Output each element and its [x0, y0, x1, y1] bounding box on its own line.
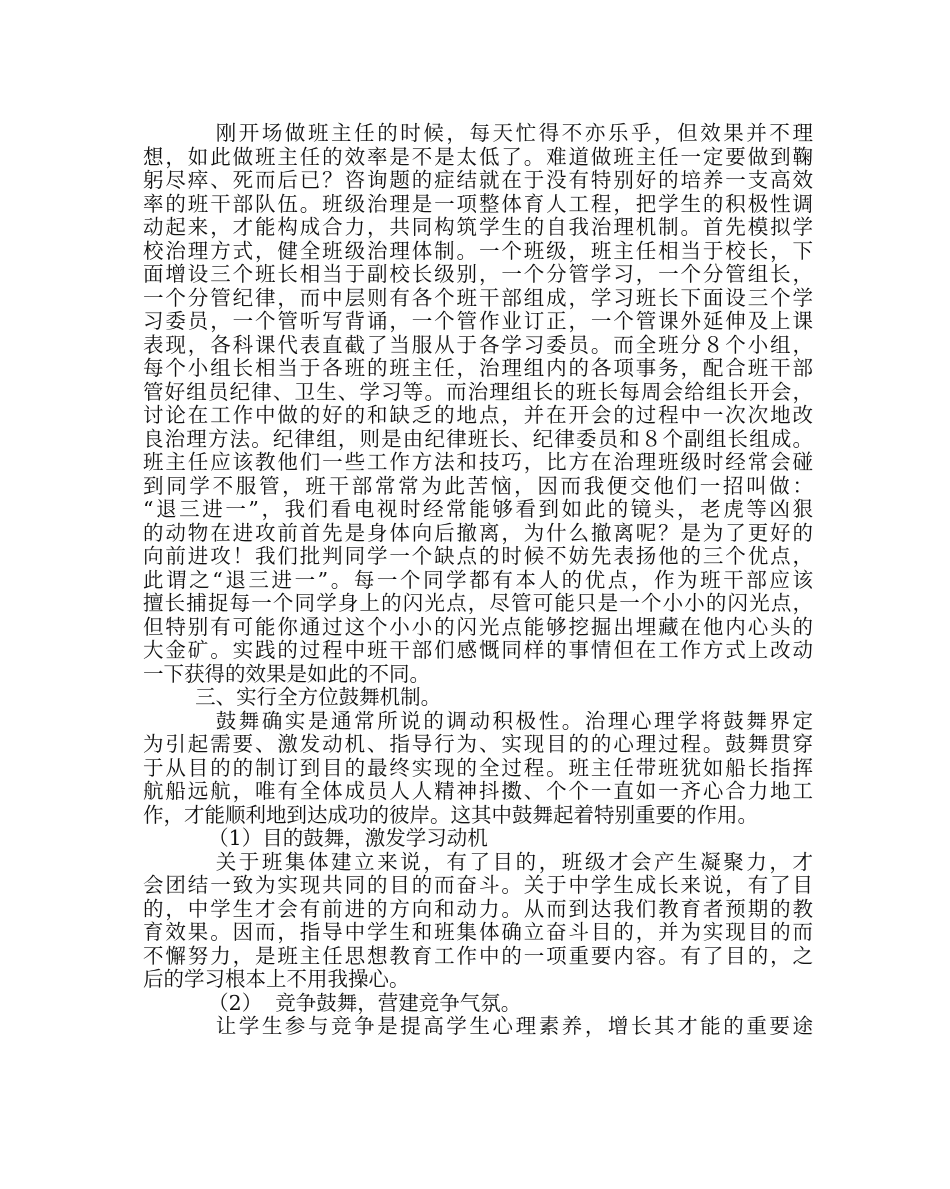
document-body [143, 122, 813, 1039]
text-line: 于从目的的制订到目的最终实现的全过程。班主任带班犹如船长指挥 [143, 755, 813, 780]
text-line: 关于班集体建立来说，有了目的，班级才会产生凝聚力，才 [143, 849, 813, 874]
text-line: 的动物在进攻前首先是身体向后撤离，为什么撤离呢？是为了更好的 [143, 520, 813, 545]
text-line: 一下获得的效果是如此的不同。 [143, 661, 430, 686]
text-line: 此谓之“退三进一”。每一个同学都有本人的优点，作为班干部应该 [143, 567, 813, 592]
text-line: “退三进一”，我们看电视时经常能够看到如此的镜头，老虎等凶狠 [143, 497, 813, 521]
text-line: 鼓舞确实是通常所说的调动积极性。治理心理学将鼓舞界定 [143, 708, 813, 733]
text-line: 航船远航，唯有全体成员人人精神抖擞、个个一直如一齐心合力地工 [143, 779, 813, 803]
text-line: 向前进攻！我们批判同学一个缺点的时候不妨先表扬他的三个优点， [143, 544, 813, 568]
text-line: 面增设三个班长相当于副校长级别，一个分管学习，一个分管组长， [143, 262, 813, 286]
text-line: 后的学习根本上不用我操心。 [143, 967, 410, 991]
text-line: 表现，各科课代表直截了当服从于各学习委员。而全班分８个小组， [143, 332, 813, 357]
text-line: 会团结一致为实现共同的目的而奋斗。关于中学生成长来说，有了目 [143, 873, 813, 897]
text-line: 的，中学生才会有前进的方向和动力。从而到达我们教育者预期的教 [143, 896, 813, 921]
text-line: （2） 竞争鼓舞，营建竞争气氛。 [143, 990, 522, 1015]
text-line: 让学生参与竞争是提高学生心理素养，增长其才能的重要途 [143, 1014, 813, 1038]
text-line: 管好组员纪律、卫生、学习等。而治理组长的班长每周会给组长开会， [143, 379, 813, 404]
text-line: 校治理方式，健全班级治理体制。一个班级，班主任相当于校长，下 [143, 238, 813, 263]
text-line: 大金矿。实践的过程中班干部们感慨同样的事情但在工作方式上改动 [143, 638, 813, 662]
text-line: 擅长捕捉每一个同学身上的闪光点，尽管可能只是一个小小的闪光点， [143, 591, 813, 615]
text-line: 班主任应该教他们一些工作方法和技巧，比方在治理班级时经常会碰 [143, 450, 813, 474]
text-line: 刚开场做班主任的时候，每天忙得不亦乐乎，但效果并不理 [143, 121, 813, 145]
text-line: 每个小组长相当于各班的班主任，治理组内的各项事务，配合班干部 [143, 356, 813, 380]
text-line: 一个分管纪律，而中层则有各个班干部组成，学习班长下面设三个学 [143, 285, 813, 310]
text-line: 育效果。因而，指导中学生和班集体确立奋斗目的，并为实现目的而 [143, 920, 813, 944]
text-line: 作，才能顺利地到达成功的彼岸。这其中鼓舞起着特别重要的作用。 [143, 802, 758, 827]
text-line: 但特别有可能你通过这个小小的闪光点能够挖掘出埋藏在他内心头的 [143, 614, 813, 639]
text-line: 不懈努力，是班主任思想教育工作中的一项重要内容。有了目的，之 [143, 943, 813, 968]
text-line: 三、实行全方位鼓舞机制。 [143, 685, 442, 709]
text-line: 动起来，才能构成合力，共同构筑学生的自我治理机制。首先模拟学 [143, 215, 813, 239]
text-line: 习委员，一个管听写背诵，一个管作业订正，一个管课外延伸及上课 [143, 309, 813, 333]
text-line: （1）目的鼓舞，激发学习动机 [143, 826, 488, 850]
text-line: 良治理方法。纪律组，则是由纪律班长、纪律委员和８个副组长组成。 [143, 426, 813, 451]
text-line: 到同学不服管，班干部常常为此苦恼，因而我便交他们一招叫做： [143, 473, 813, 498]
text-line: 想，如此做班主任的效率是不是太低了。难道做班主任一定要做到鞠 [143, 144, 813, 169]
text-line: 为引起需要、激发动机、指导行为、实现目的的心理过程。鼓舞贯穿 [143, 732, 813, 756]
text-line: 率的班干部队伍。班级治理是一项整体育人工程，把学生的积极性调 [143, 191, 813, 216]
text-line: 讨论在工作中做的好的和缺乏的地点，并在开会的过程中一次次地改 [143, 403, 813, 427]
text-line: 躬尽瘁、死而后已？咨询题的症结就在于没有特别好的培养一支高效 [143, 168, 813, 192]
